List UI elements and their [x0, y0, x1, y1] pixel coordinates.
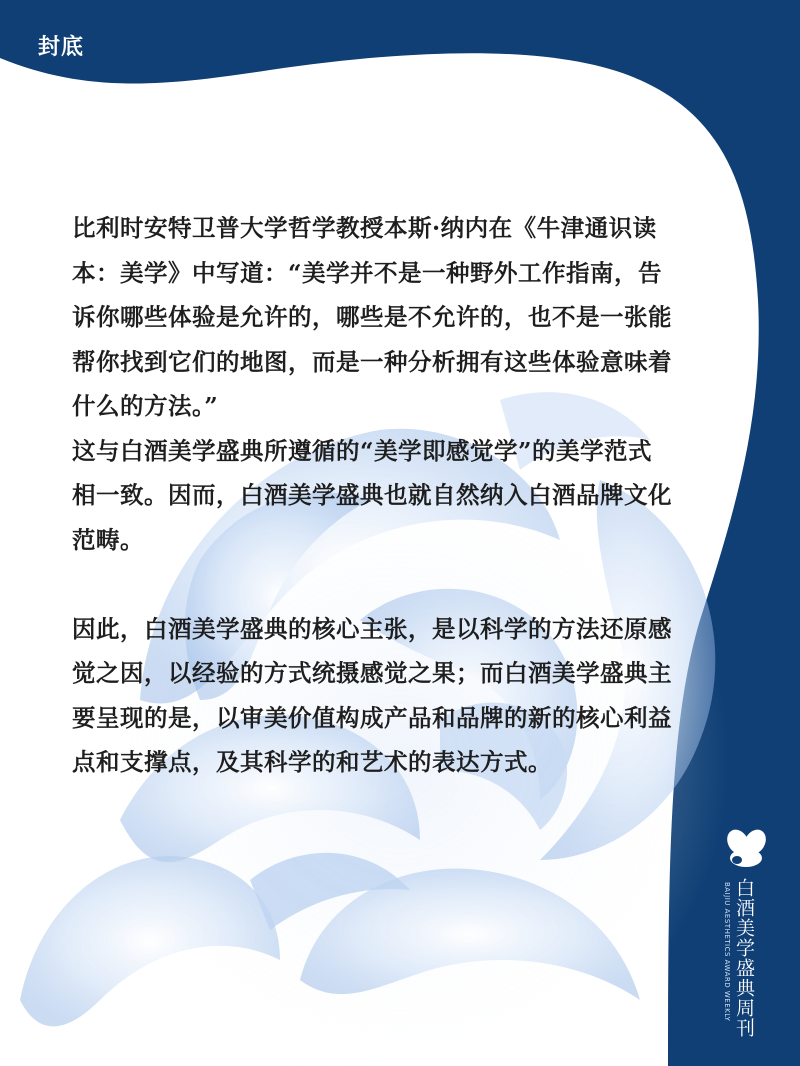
article-body: [72, 206, 672, 785]
paragraph-spacer: [72, 562, 672, 607]
paragraph-quote: 比利时安特卫普大学哲学教授本斯·纳内在《牛津通识读本：美学》中写道：“美学并不是一种野外工作指南，告诉你哪些体验是允许的，哪些是不允许的，也不是一张能帮你找到它们的地图，而是一种分析拥有这些体验意味着什么的方法。”: [72, 214, 672, 420]
brand-name-cn: 白酒美学盛典周刊: [733, 878, 755, 1038]
brand-mark: [718, 828, 774, 1066]
paragraph-paradigm: 这与白酒美学盛典所遵循的“美学即感觉学”的美学范式相一致。因而，白酒美学盛典也就自然纳入白酒品牌文化范畴。: [72, 436, 672, 554]
brand-name-en: BAIJIU AESTHETICS AWARD WEEKLY: [723, 882, 731, 1022]
paragraph-core-claim: 因此，白酒美学盛典的核心主张，是以科学的方法还原感觉之因，以经验的方式统摄感觉之果；而白酒美学盛典主要呈现的是，以审美价值构成产品和品牌的新的核心利益点和支撑点，及其科学的和艺术的表达方式。: [72, 614, 672, 776]
section-label: 封底: [38, 35, 85, 60]
